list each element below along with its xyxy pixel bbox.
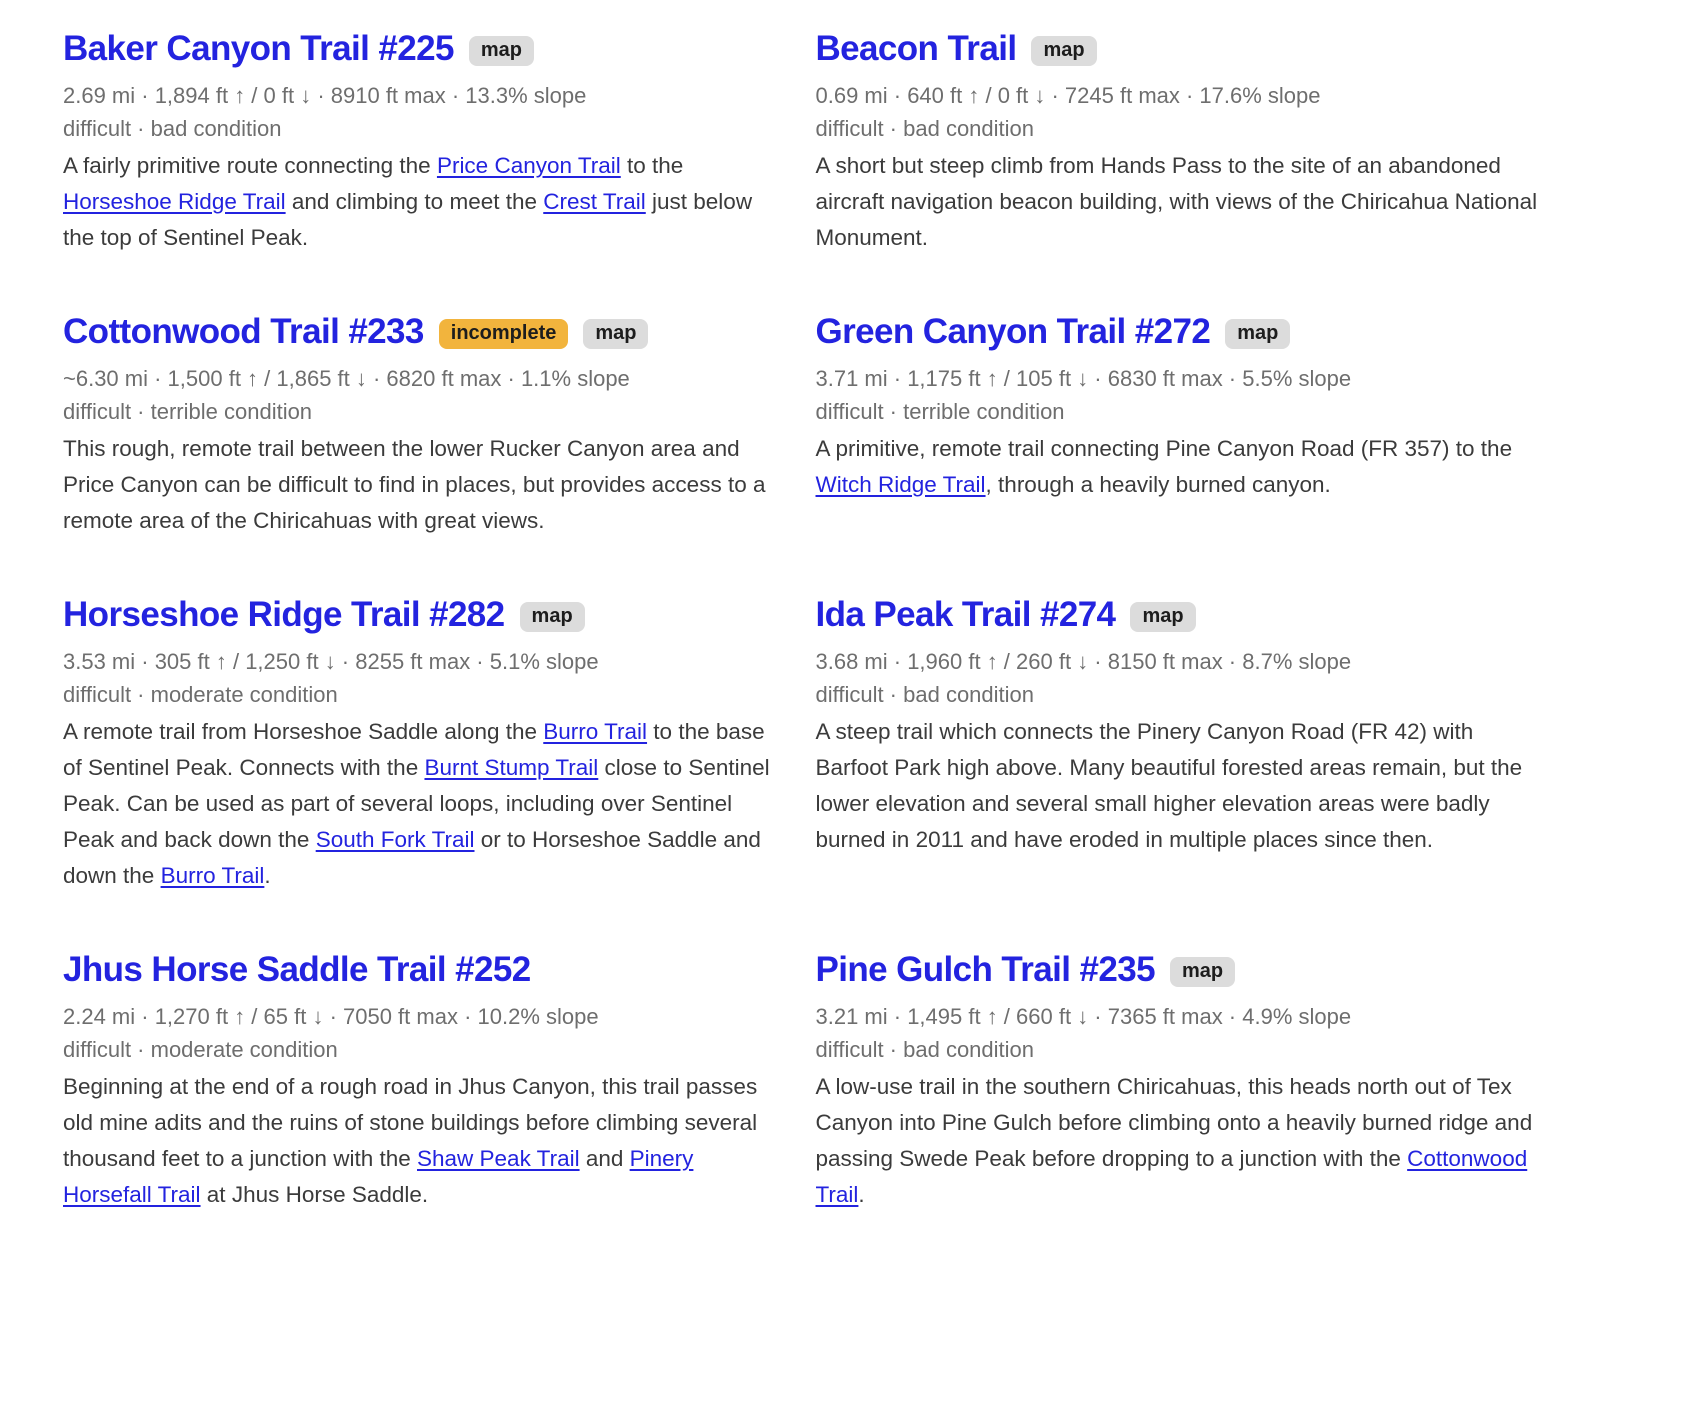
trail-title-row — [816, 949, 1539, 991]
trail-stats: 3.21 mi · 1,495 ft ↑ / 660 ft ↓ · 7365 ft max · 4.9% slope — [815, 1004, 1352, 1029]
trail-conditions: difficult · bad condition — [815, 116, 1035, 141]
map-badge[interactable]: map — [520, 602, 585, 632]
trail-conditions: difficult · bad condition — [815, 682, 1035, 707]
inline-trail-link[interactable]: Burro Trail — [160, 863, 265, 888]
trail-conditions: difficult · moderate condition — [63, 1037, 338, 1062]
trail-description: This rough, remote trail between the lower Rucker Canyon area and Price Canyon can be difficult to find in places, but provides access to a remote area of the Chiricahuas with great views. — [63, 436, 766, 533]
inline-trail-link[interactable]: Price Canyon Trail — [436, 153, 621, 178]
trail-conditions: difficult · terrible condition — [63, 399, 313, 424]
trail-list — [63, 28, 1538, 1213]
inline-trail-link[interactable]: Witch Ridge Trail — [815, 472, 986, 497]
inline-trail-link[interactable]: Burro Trail — [543, 719, 648, 744]
trail-stats: 3.71 mi · 1,175 ft ↑ / 105 ft ↓ · 6830 ft max · 5.5% slope — [815, 366, 1352, 391]
trail-title-link[interactable]: Green Canyon Trail #272 — [815, 312, 1211, 351]
trail-title-link[interactable]: Horseshoe Ridge Trail #282 — [63, 595, 505, 634]
trail-description: A short but steep climb from Hands Pass to the site of an abandoned aircraft navigation beacon building, with views of the Chiricahua National Monument. — [815, 153, 1538, 250]
trail-entry — [63, 594, 786, 894]
trail-conditions: difficult · bad condition — [815, 1037, 1035, 1062]
trail-title-link[interactable]: Jhus Horse Saddle Trail #252 — [63, 950, 531, 989]
trail-stats: 3.68 mi · 1,960 ft ↑ / 260 ft ↓ · 8150 ft max · 8.7% slope — [815, 649, 1352, 674]
trail-title-row — [63, 594, 786, 636]
incomplete-badge: incomplete — [439, 319, 569, 349]
trail-title-link[interactable]: Cottonwood Trail #233 — [63, 312, 424, 351]
trail-description: A low-use trail in the southern Chiricahuas, this heads north out of Tex Canyon into Pine Gulch before climbing onto a heavily burned ridge and passing Swede Peak before dropping to a junction with the Cottonwood Trail. — [815, 1074, 1533, 1207]
inline-trail-link[interactable]: Burnt Stump Trail — [424, 755, 599, 780]
trail-title-row — [63, 311, 786, 353]
map-badge[interactable]: map — [1130, 602, 1195, 632]
inline-trail-link[interactable]: Cottonwood Trail — [815, 1146, 1528, 1207]
trail-entry — [816, 949, 1539, 1213]
map-badge[interactable]: map — [1031, 36, 1096, 66]
trail-entry — [63, 949, 786, 1213]
trail-title-row — [816, 28, 1539, 70]
map-badge[interactable]: map — [1170, 957, 1235, 987]
map-badge[interactable]: map — [469, 36, 534, 66]
trail-title-link[interactable]: Beacon Trail — [815, 29, 1017, 68]
map-badge[interactable]: map — [583, 319, 648, 349]
trail-stats: 2.24 mi · 1,270 ft ↑ / 65 ft ↓ · 7050 ft max · 10.2% slope — [63, 1004, 599, 1029]
trail-stats: 3.53 mi · 305 ft ↑ / 1,250 ft ↓ · 8255 ft max · 5.1% slope — [63, 649, 599, 674]
trail-description: A primitive, remote trail connecting Pine Canyon Road (FR 357) to the Witch Ridge Trail, through a heavily burned canyon. — [815, 436, 1513, 497]
trail-entry — [816, 594, 1539, 858]
trail-description: A remote trail from Horseshoe Saddle along the Burro Trail to the base of Sentinel Peak. Connects with the Burnt Stump Trail close to Sentinel Peak. Can be used as part of several loops, including over Sentinel Peak and back down the South Fork Trail or to Horseshoe Saddle and down the Burro Trail. — [63, 719, 770, 888]
trail-title-row — [63, 28, 786, 70]
trail-title-row — [816, 311, 1539, 353]
inline-trail-link[interactable]: South Fork Trail — [315, 827, 475, 852]
trail-stats: 0.69 mi · 640 ft ↑ / 0 ft ↓ · 7245 ft max · 17.6% slope — [815, 83, 1321, 108]
inline-trail-link[interactable]: Shaw Peak Trail — [417, 1146, 580, 1171]
trail-title-link[interactable]: Pine Gulch Trail #235 — [815, 950, 1156, 989]
trail-conditions: difficult · bad condition — [63, 116, 282, 141]
trail-conditions: difficult · moderate condition — [63, 682, 338, 707]
trail-conditions: difficult · terrible condition — [815, 399, 1065, 424]
trail-title-link[interactable]: Ida Peak Trail #274 — [815, 595, 1116, 634]
trail-title-link[interactable]: Baker Canyon Trail #225 — [63, 29, 454, 68]
trail-entry — [816, 28, 1539, 256]
trail-stats: ~6.30 mi · 1,500 ft ↑ / 1,865 ft ↓ · 6820 ft max · 1.1% slope — [63, 366, 630, 391]
trail-entry — [63, 28, 786, 256]
inline-trail-link[interactable]: Pinery Horsefall Trail — [63, 1146, 694, 1207]
trail-description: Beginning at the end of a rough road in Jhus Canyon, this trail passes old mine adits and the ruins of stone buildings before climbing several thousand feet to a junction with the Shaw Peak Trail and Pinery Horsefall Trail at Jhus Horse Saddle. — [63, 1074, 758, 1207]
trail-title-row — [63, 949, 786, 991]
trail-stats: 2.69 mi · 1,894 ft ↑ / 0 ft ↓ · 8910 ft max · 13.3% slope — [63, 83, 587, 108]
trail-title-row — [816, 594, 1539, 636]
trail-entry — [63, 311, 786, 539]
inline-trail-link[interactable]: Crest Trail — [543, 189, 646, 214]
trail-entry — [816, 311, 1539, 503]
inline-trail-link[interactable]: Horseshoe Ridge Trail — [63, 189, 286, 214]
trail-description: A fairly primitive route connecting the Price Canyon Trail to the Horseshoe Ridge Trail and climbing to meet the Crest Trail just below the top of Sentinel Peak. — [63, 153, 753, 250]
map-badge[interactable]: map — [1225, 319, 1290, 349]
trail-description: A steep trail which connects the Pinery Canyon Road (FR 42) with Barfoot Park high above. Many beautiful forested areas remain, but the lower elevation and several small higher elevation areas were badly burned in 2011 and have eroded in multiple places since then. — [815, 719, 1523, 852]
